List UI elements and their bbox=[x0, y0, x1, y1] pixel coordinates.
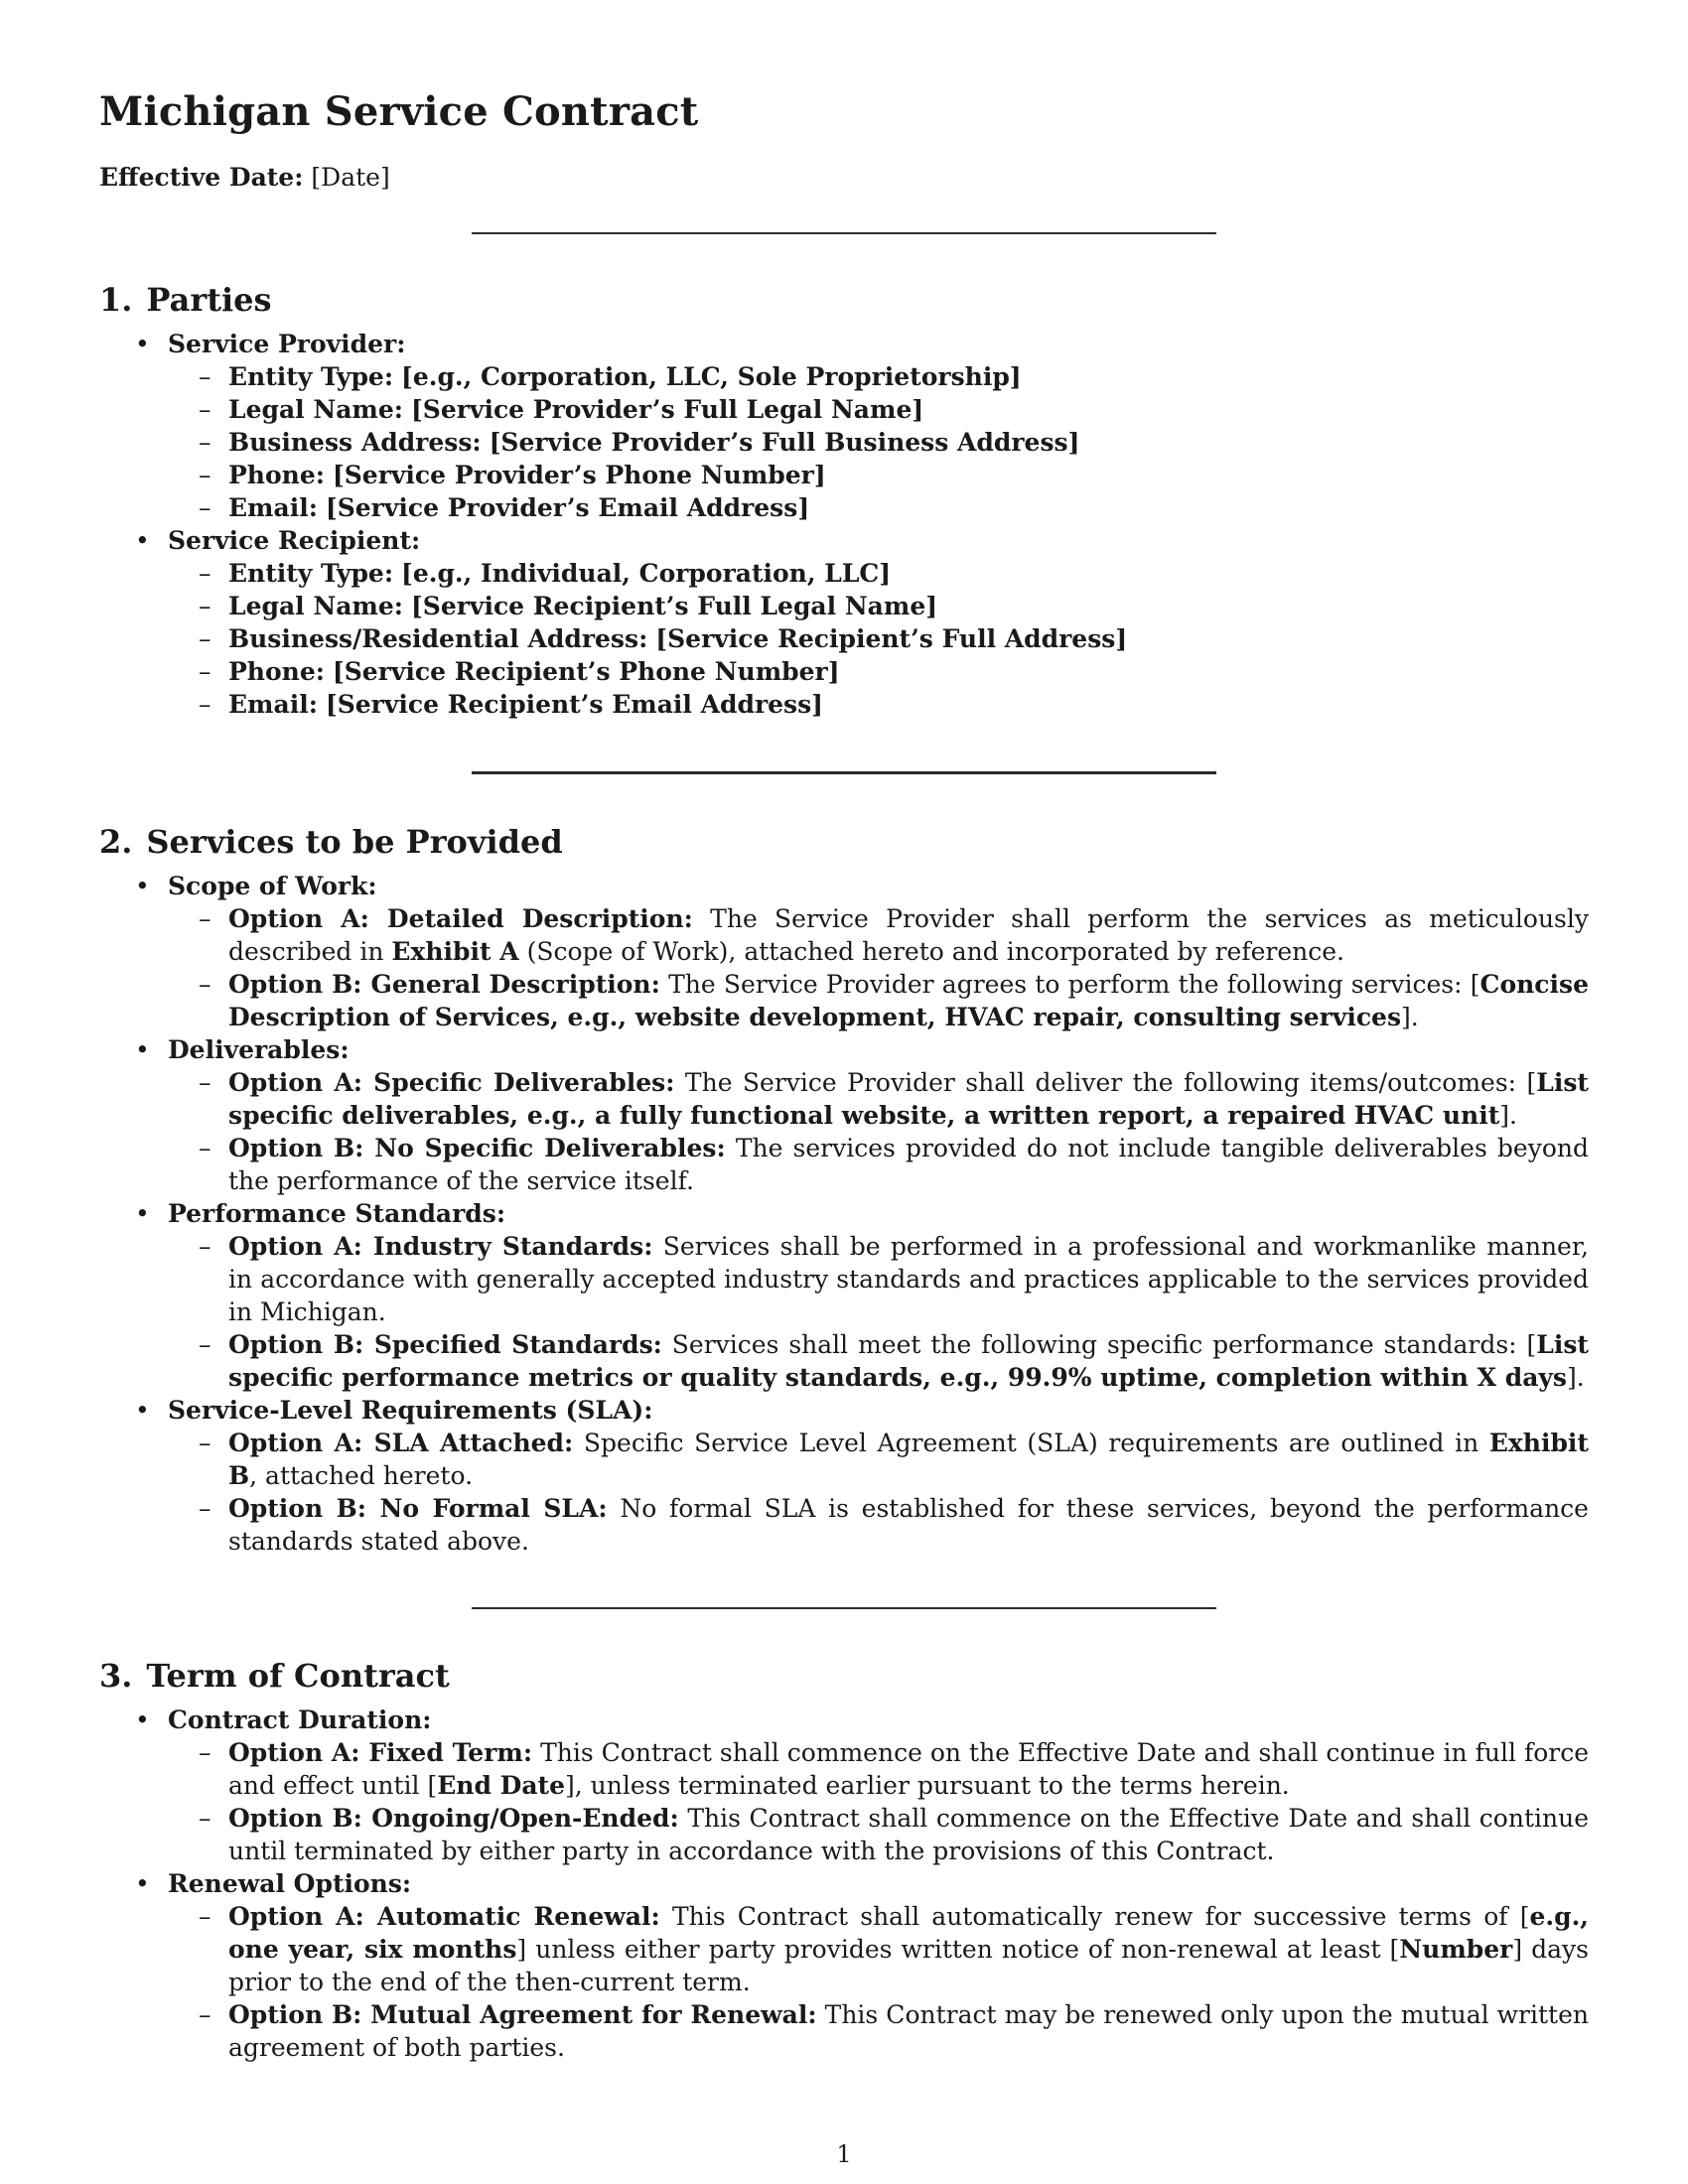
section-services bbox=[99, 820, 1589, 1558]
list-item bbox=[99, 1033, 1589, 1197]
list-item: – Entity Type: [e.g., Individual, Corporation, LLC] bbox=[168, 557, 1589, 590]
effective-date-value: [Date] bbox=[311, 163, 390, 192]
list-item: – Option A: SLA Attached: Specific Service Level Agreement (SLA) requirements are outlined in Exhibit B, attached hereto. bbox=[168, 1427, 1589, 1492]
list-item: – Option B: General Description: The Service Provider agrees to perform the following services: [Concise Description of Services, e.g., website development, HVAC repair, consulting services]. bbox=[168, 968, 1589, 1033]
renewal-options-label: • Renewal Options: bbox=[168, 1869, 412, 1898]
list-item: – Option B: No Formal SLA: No formal SLA is established for these services, beyond the performance standards stated above. bbox=[168, 1492, 1589, 1558]
effective-date-label: Effective Date: bbox=[99, 163, 304, 192]
list-item: – Option B: Specified Standards: Services shall meet the following specific performance standards: [List specific performance metrics or quality standards, e.g., 99.9% uptime, completion within X days]. bbox=[168, 1328, 1589, 1394]
section-term bbox=[99, 1654, 1589, 2064]
list-item bbox=[99, 1704, 1589, 1867]
section-divider bbox=[472, 771, 1216, 774]
section-parties bbox=[99, 278, 1589, 721]
section-heading: 2. Services to be Provided bbox=[99, 823, 563, 861]
term-list bbox=[99, 1704, 1589, 2064]
section-heading: 3. Term of Contract bbox=[99, 1657, 450, 1695]
list-item: – Business/Residential Address: [Service Recipient’s Full Address] bbox=[168, 622, 1589, 655]
section-divider bbox=[472, 232, 1216, 234]
document-title: Michigan Service Contract bbox=[99, 88, 699, 135]
list-item bbox=[99, 328, 1589, 524]
list-item bbox=[99, 524, 1589, 721]
list-item: – Option A: Specific Deliverables: The Service Provider shall deliver the following items/outcomes: [List specific deliverables, e.g., a fully functional website, a written report, a repaired HVAC unit]. bbox=[168, 1066, 1589, 1132]
services-list bbox=[99, 870, 1589, 1558]
list-item bbox=[99, 1197, 1589, 1394]
list-item: – Entity Type: [e.g., Corporation, LLC, Sole Proprietorship] bbox=[168, 360, 1589, 393]
list-item bbox=[99, 1394, 1589, 1558]
list-item: – Email: [Service Provider’s Email Address] bbox=[168, 491, 1589, 524]
sla-label: • Service-Level Requirements (SLA): bbox=[168, 1396, 653, 1425]
parties-list bbox=[99, 328, 1589, 721]
service-recipient-label: • Service Recipient: bbox=[168, 526, 421, 555]
list-item: – Option A: Automatic Renewal: This Contract shall automatically renew for successive terms of [e.g., one year, six months] unless either party provides written notice of non-renewal at least [Number] days prior to the end of the then-current term. bbox=[168, 1900, 1589, 1998]
list-item: – Option A: Detailed Description: The Service Provider shall perform the services as meticulously described in Exhibit A (Scope of Work), attached hereto and incorporated by reference. bbox=[168, 902, 1589, 968]
list-item bbox=[99, 870, 1589, 1033]
section-divider bbox=[472, 1607, 1216, 1609]
section-heading: 1. Parties bbox=[99, 281, 272, 319]
list-item: – Legal Name: [Service Provider’s Full Legal Name] bbox=[168, 393, 1589, 426]
effective-date bbox=[99, 161, 390, 195]
list-item: – Phone: [Service Provider’s Phone Number] bbox=[168, 459, 1589, 491]
list-item: – Business Address: [Service Provider’s Full Business Address] bbox=[168, 426, 1589, 459]
list-item bbox=[99, 1867, 1589, 2064]
list-item: – Legal Name: [Service Recipient’s Full Legal Name] bbox=[168, 590, 1589, 622]
service-provider-label: • Service Provider: bbox=[168, 330, 406, 358]
list-item: – Email: [Service Recipient’s Email Address] bbox=[168, 688, 1589, 721]
contract-duration-label: • Contract Duration: bbox=[168, 1706, 432, 1734]
list-item: – Phone: [Service Recipient’s Phone Number] bbox=[168, 655, 1589, 688]
list-item: – Option B: Mutual Agreement for Renewal: This Contract may be renewed only upon the mutual written agreement of both parties. bbox=[168, 1998, 1589, 2064]
deliverables-label: • Deliverables: bbox=[168, 1035, 350, 1064]
scope-of-work-label: • Scope of Work: bbox=[168, 872, 377, 900]
page-number: 1 bbox=[836, 2140, 852, 2168]
list-item: – Option B: No Specific Deliverables: The services provided do not include tangible deliverables beyond the performance of the service itself. bbox=[168, 1132, 1589, 1197]
list-item: – Option A: Industry Standards: Services shall be performed in a professional and workmanlike manner, in accordance with generally accepted industry standards and practices applicable to the services provided in Michigan. bbox=[168, 1230, 1589, 1328]
list-item: – Option A: Fixed Term: This Contract shall commence on the Effective Date and shall continue in full force and effect until [End Date], unless terminated earlier pursuant to the terms herein. bbox=[168, 1736, 1589, 1802]
list-item: – Option B: Ongoing/Open-Ended: This Contract shall commence on the Effective Date and shall continue until terminated by either party in accordance with the provisions of this Contract. bbox=[168, 1802, 1589, 1867]
performance-standards-label: • Performance Standards: bbox=[168, 1199, 506, 1228]
